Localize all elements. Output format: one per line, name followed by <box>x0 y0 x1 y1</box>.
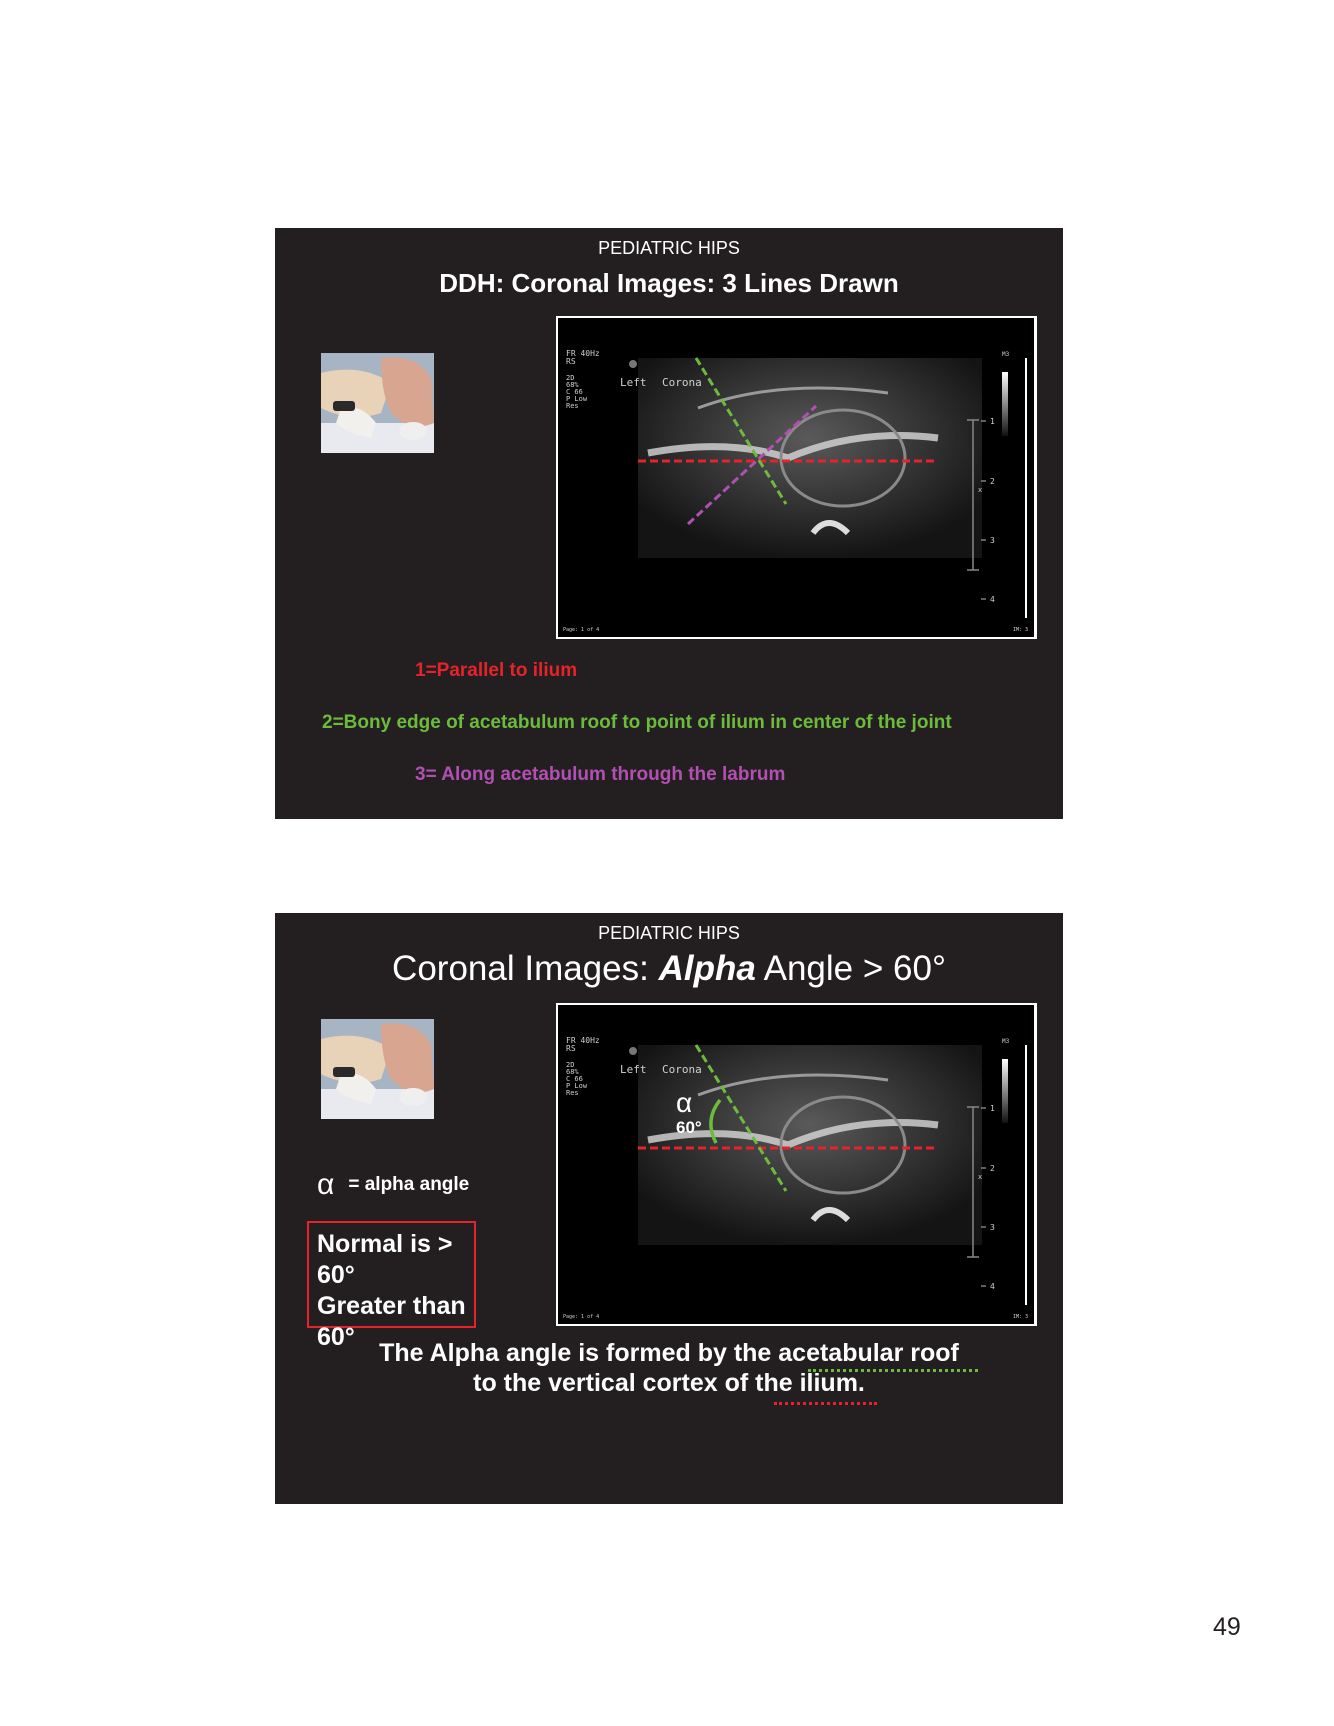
normal-line-2: Greater than 60° <box>317 1292 466 1351</box>
ultrasound-image <box>556 1003 1037 1326</box>
infant-exam-photo <box>321 1019 434 1119</box>
caption-line-1: The Alpha angle is formed by the acetabular roof <box>379 1339 959 1367</box>
slide-ddh-lines <box>275 228 1063 819</box>
page-number: 49 <box>1213 1613 1241 1641</box>
us-cursor: x <box>978 1173 983 1181</box>
caption-line-2: to the vertical cortex of the ilium. <box>473 1369 865 1397</box>
us-mode-line: 68% <box>566 381 579 389</box>
infant-exam-photo <box>321 353 434 453</box>
us-page: Page: 1 of 4 <box>563 1314 600 1320</box>
us-cursor: x <box>978 486 983 494</box>
us-label-left: Left <box>620 376 647 389</box>
us-label-coronal: Corona <box>662 1063 702 1076</box>
us-rs: RS <box>566 357 576 366</box>
us-mode-line: 2D <box>566 1061 575 1069</box>
alpha-angle-caption <box>275 1338 1063 1398</box>
us-mode-line: P Low <box>566 1082 588 1090</box>
depth-tick: 2 <box>990 1164 995 1173</box>
roof-underline <box>808 1369 978 1372</box>
depth-tick: 4 <box>990 595 995 604</box>
title-part: Coronal Images: <box>392 949 659 988</box>
slide-subtitle: PEDIATRIC HIPS <box>598 238 740 258</box>
normal-line-1: Normal is > 60° <box>317 1230 453 1289</box>
us-im: IM: 3 <box>1013 627 1029 633</box>
us-top-right: M3 <box>1002 351 1010 358</box>
slide-title <box>275 949 1063 989</box>
ilium-underline <box>774 1402 877 1405</box>
us-mode-line: 2D <box>566 374 575 382</box>
slide-title: DDH: Coronal Images: 3 Lines Drawn <box>439 268 899 298</box>
legend-line-1: 1=Parallel to ilium <box>415 660 578 681</box>
us-im: IM: 3 <box>1013 1314 1029 1320</box>
alpha-definition-text: = alpha angle <box>348 1174 470 1195</box>
legend-line-3: 3= Along acetabulum through the labrum <box>415 764 786 785</box>
depth-tick: 1 <box>990 417 995 426</box>
us-freq: FR 40Hz <box>566 349 600 358</box>
normal-value-box <box>307 1221 476 1351</box>
title-emphasis: Alpha <box>658 949 756 988</box>
us-page: Page: 1 of 4 <box>563 627 600 633</box>
ultrasound-image <box>556 316 1037 639</box>
depth-tick: 3 <box>990 536 995 545</box>
title-part: Angle > 60° <box>755 949 946 988</box>
alpha-symbol: α <box>317 1168 335 1201</box>
us-mode-line: C 66 <box>566 1075 583 1083</box>
us-label-coronal: Corona <box>662 376 702 389</box>
us-freq: FR 40Hz <box>566 1036 600 1045</box>
us-mode-line: Res <box>566 1089 579 1097</box>
angle-label: 60° <box>676 1118 702 1137</box>
depth-tick: 3 <box>990 1223 995 1232</box>
slide-alpha-angle <box>275 913 1063 1504</box>
us-mode-line: P Low <box>566 395 588 403</box>
us-rs: RS <box>566 1044 576 1053</box>
slide-subtitle: PEDIATRIC HIPS <box>598 923 740 943</box>
depth-tick: 4 <box>990 1282 995 1291</box>
us-mode-line: Res <box>566 402 579 410</box>
alpha-definition <box>317 1168 469 1202</box>
us-mode-line: C 66 <box>566 388 583 396</box>
alpha-symbol: α <box>676 1087 693 1118</box>
us-mode-line: 68% <box>566 1068 579 1076</box>
us-top-right: M3 <box>1002 1038 1010 1045</box>
us-label-left: Left <box>620 1063 647 1076</box>
legend-line-2: 2=Bony edge of acetabulum roof to point of ilium in center of the joint <box>322 712 952 733</box>
depth-tick: 2 <box>990 477 995 486</box>
depth-tick: 1 <box>990 1104 995 1113</box>
